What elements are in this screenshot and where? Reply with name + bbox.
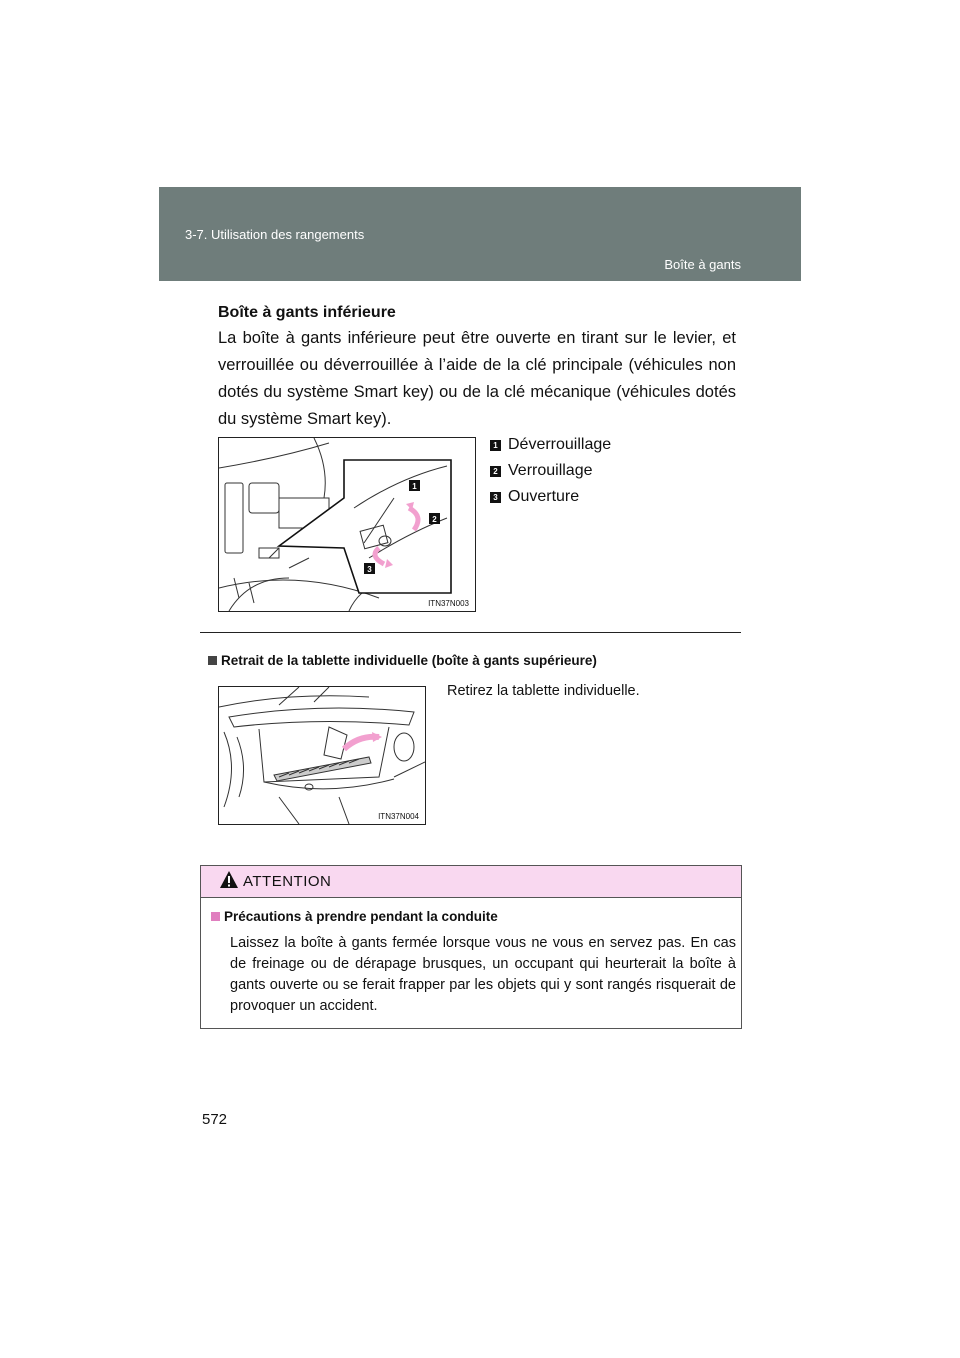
subsection-heading-text: Retrait de la tablette individuelle (boîte à gants supérieure) (221, 653, 597, 668)
legend-label: Verrouillage (508, 462, 593, 479)
legend-label: Déverrouillage (508, 436, 612, 453)
subsection-title: Boîte à gants (664, 257, 741, 272)
svg-text:2: 2 (432, 515, 437, 524)
glovebox-upper-illustration (218, 686, 426, 825)
legend-label: Ouverture (508, 488, 580, 505)
svg-text:1: 1 (412, 482, 417, 491)
attention-title (211, 909, 498, 924)
legend-number: 3 (490, 492, 501, 503)
legend-number: 1 (490, 440, 501, 451)
attention-title-text: Précautions à prendre pendant la conduite (224, 909, 498, 924)
bullet-square-icon (211, 912, 220, 921)
section-title: 3-7. Utilisation des rangements (185, 227, 365, 242)
attention-text: Laissez la boîte à gants fermée lorsque vous ne vous en servez pas. En cas de freinage ou de dérapage brusques, un occupant qui heurterait la boîte à gants ouverte ou se ferait frapper par les objets qui y sont rangés risquerait de provoquer un accident. (230, 935, 736, 1014)
section-heading: Boîte à gants inférieure (218, 304, 396, 321)
page-number: 572 (202, 1111, 228, 1128)
body-paragraph: La boîte à gants inférieure peut être ouverte en tirant sur le levier, et verrouillée ou déverrouillée à l’aide de la clé principale (véhicules non dotés du système Smart key) ou de la clé mécanique (véhicules dotés du système Smart key). (218, 329, 736, 428)
page-header (159, 187, 801, 281)
bullet-square-icon (208, 656, 217, 665)
attention-label: ATTENTION (243, 873, 332, 890)
figure-code: ITN37N003 (428, 599, 469, 608)
figure-code: ITN37N004 (378, 812, 419, 821)
attention-header (201, 866, 741, 898)
figure-caption: Retirez la tablette individuelle. (447, 683, 640, 699)
dashboard-drawing (219, 438, 475, 611)
figure-legend (490, 432, 611, 510)
attention-box (200, 865, 742, 1029)
subsection-heading (208, 653, 597, 668)
legend-item (490, 484, 611, 510)
glovebox-lower-illustration (218, 437, 476, 612)
svg-text:3: 3 (367, 565, 372, 574)
glovebox-drawing (219, 687, 425, 824)
legend-item (490, 432, 611, 458)
section-divider (200, 632, 741, 633)
legend-item (490, 458, 611, 484)
warning-triangle-icon (219, 870, 239, 894)
legend-number: 2 (490, 466, 501, 477)
